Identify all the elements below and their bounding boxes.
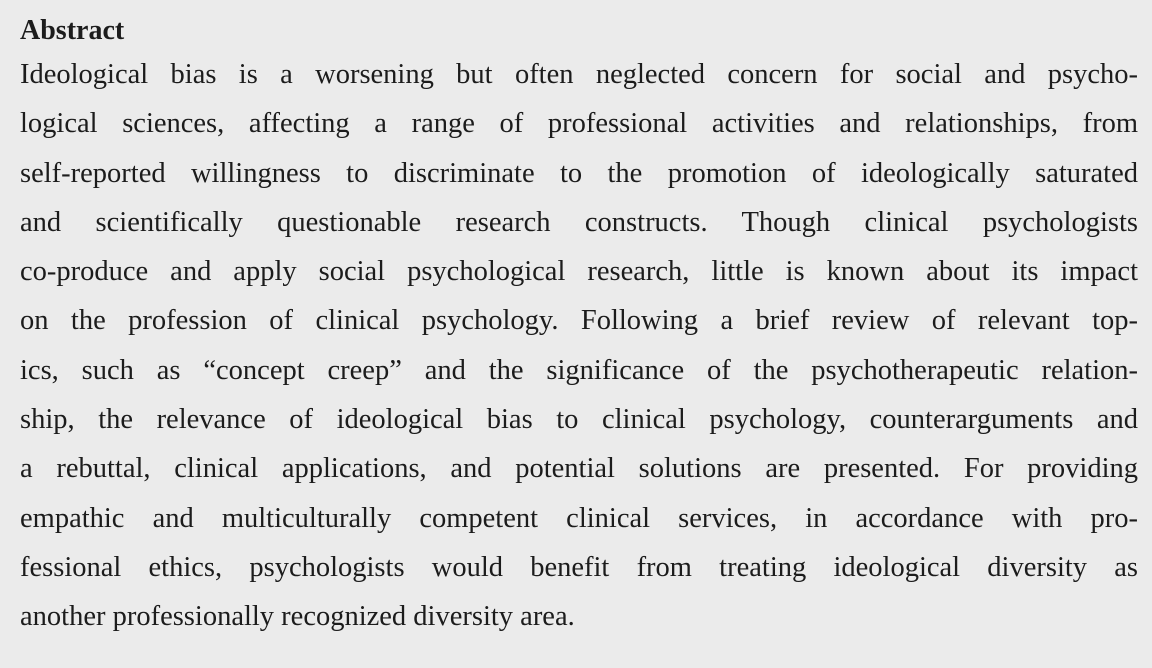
- abstract-line: another professionally recognized diversity area.: [20, 601, 575, 633]
- abstract-line: a rebuttal, clinical applications, and potential solutions are presented. For providing: [20, 453, 1138, 485]
- abstract-line: on the profession of clinical psychology. Following a brief review of relevant top-: [20, 305, 1138, 337]
- abstract-line: ship, the relevance of ideological bias to clinical psychology, counterarguments and: [20, 404, 1138, 436]
- abstract-line: fessional ethics, psychologists would benefit from treating ideological diversity as: [20, 551, 1138, 583]
- abstract-line: self-reported willingness to discriminate to the promotion of ideologically saturated: [20, 157, 1138, 189]
- abstract-line: co-produce and apply social psychological research, little is known about its impact: [20, 256, 1138, 288]
- abstract-line: empathic and multiculturally competent clinical services, in accordance with pro-: [20, 502, 1138, 534]
- abstract-body: [20, 50, 1138, 642]
- abstract-line: logical sciences, affecting a range of professional activities and relationships, from: [20, 108, 1138, 140]
- abstract-line: Ideological bias is a worsening but often neglected concern for social and psycho-: [20, 59, 1138, 90]
- abstract-line: and scientifically questionable research constructs. Though clinical psychologists: [20, 206, 1138, 238]
- abstract-line: ics, such as “concept creep” and the significance of the psychotherapeutic relation-: [20, 354, 1138, 386]
- abstract-heading: Abstract: [20, 15, 125, 46]
